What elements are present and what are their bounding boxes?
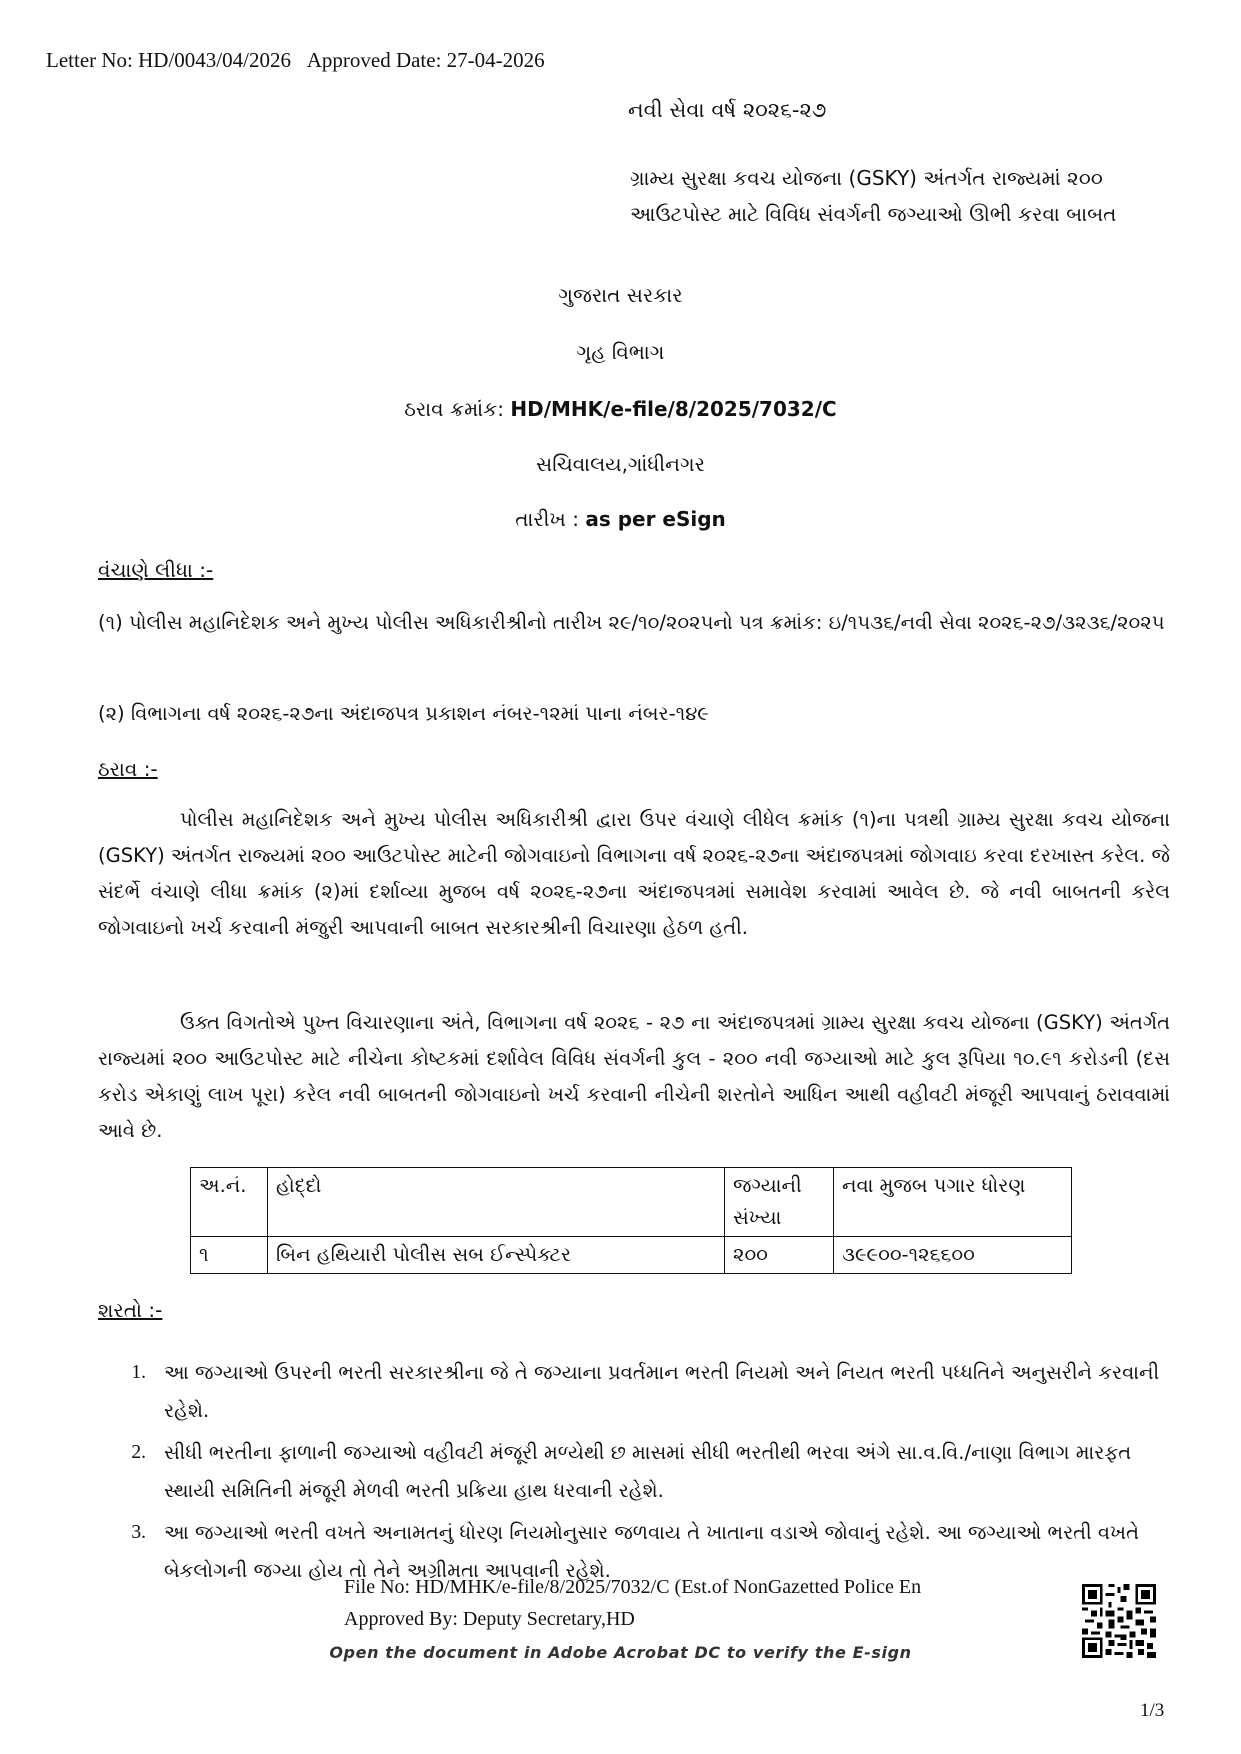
cell-pay: ૩૯૯૦૦-૧૨૬૬૦૦ <box>834 1237 1072 1274</box>
table-row <box>191 1237 1072 1274</box>
references-heading: વંચાણે લીધા :- <box>98 558 214 582</box>
conditions-heading: શરતો :- <box>98 1298 163 1322</box>
col-serial-header: અ.નં. <box>191 1168 268 1237</box>
letter-header <box>46 48 545 73</box>
esign-note: Open the document in Adobe Acrobat DC to verify the E-sign <box>329 1643 912 1662</box>
resolution-paragraph-2: ઉક્ત વિગતોએ પુખ્ત વિચારણાના અંતે, વિભાગના વર્ષ ૨૦૨૬ - ૨૭ ના અંદાજપત્રમાં ગ્રામ્ય સુરક્ષા કવચ યોજના (GSKY) અંતર્ગત રાજ્યમાં ૨૦૦ આઉટપોસ્ટ માટે નીચેના કોષ્ટકમાં દર્શાવેલ વિવિધ સંવર્ગની કુલ - ૨૦૦ નવી જગ્યાઓ માટે કુલ રૂપિયા ૧૦.૯૧ કરોડની (દસ કરોડ એકાણું લાખ પૂરા) કરેલ નવી બાબતની જોગવાઇનો ખર્ચ કરવાની નીચેની શરતોને આધિન આથી વહીવટી મંજૂરી આપવાનું ઠરાવવામાં આવે છે. <box>98 1011 1170 1142</box>
cell-count: ૨૦૦ <box>725 1237 834 1274</box>
col-pay-header: નવા મુજબ પગાર ધોરણ <box>834 1168 1072 1237</box>
department-name: ગૃહ વિભાગ <box>576 340 665 364</box>
resolution-label: ઠરાવ ક્રમાંક: <box>404 397 504 421</box>
footer-approved-by: Approved By: Deputy Secretary,HD <box>344 1608 635 1630</box>
reference-1: (૧) પોલીસ મહાનિદેશક અને મુખ્ય પોલીસ અધિકારીશ્રીનો તારીખ ૨૯/૧૦/૨૦૨૫નો પત્ર ક્રમાંક: ઇ/૧૫૩૬/નવી સેવા ૨૦૨૬-૨૭/૩૨૩૬/૨૦૨૫ <box>98 611 1165 634</box>
list-item <box>104 1434 1174 1510</box>
resolution-heading: ઠરાવ :- <box>98 757 158 781</box>
col-post-header: હોદ્દો <box>268 1168 725 1237</box>
subject-title: નવી સેવા વર્ષ ૨૦૨૬-૨૭ <box>628 98 827 122</box>
resolution-number: HD/MHK/e-file/8/2025/7032/C <box>510 397 837 421</box>
reference-2: (૨) વિભાગના વર્ષ ૨૦૨૬-૨૭ના અંદાજપત્ર પ્રકાશન નંબર-૧૨માં પાના નંબર-૧૪૯ <box>98 702 709 725</box>
resolution-number-line <box>0 397 1241 421</box>
condition-text: આ જગ્યાઓ ભરતી વખતે અનામતનું ધોરણ નિયમોનુસાર જળવાય તે ખાતાના વડાએ જોવાનું રહેશે. આ જગ્યાઓ ભરતી વખતે બેકલોગની જગ્યા હોય તો તેને અગ્રીમતા આપવાની રહેશે. <box>164 1521 1139 1582</box>
subject-text: ગ્રામ્ય સુરક્ષા કવચ યોજના (GSKY) અંતર્ગત રાજ્યમાં ૨૦૦ આઉટપોસ્ટ માટે વિવિધ સંવર્ગની જગ્યાઓ ઊભી કરવા બાબત <box>630 166 1117 226</box>
page-number: 1/3 <box>1140 1700 1165 1721</box>
approved-date: Approved Date: 27-04-2026 <box>306 48 545 72</box>
place: સચિવાલય,ગાંધીનગર <box>536 452 705 476</box>
list-item <box>104 1354 1174 1430</box>
posts-table <box>190 1167 1072 1274</box>
table-header-row <box>191 1168 1072 1237</box>
resolution-paragraph-1: પોલીસ મહાનિદેશક અને મુખ્ય પોલીસ અધિકારીશ્રી દ્વારા ઉપર વંચાણે લીધેલ ક્રમાંક (૧)ના પત્રથી ગ્રામ્ય સુરક્ષા કવચ યોજના (GSKY) અંતર્ગત રાજ્યમાં ૨૦૦ આઉટપોસ્ટ માટેની જોગવાઇનો વિભાગના વર્ષ ૨૦૨૬-૨૭ના અંદાજપત્રમાં જોગવાઇ કરવા દરખાસ્ત કરેલ. જે સંદર્ભે વંચાણે લીધા ક્રમાંક (૨)માં દર્શાવ્યા મુજબ વર્ષ ૨૦૨૬-૨૭ના અંદાજપત્રમાં સમાવેશ કરવામાં આવેલ છે. જે નવી બાબતની કરેલ જોગવાઇનો ખર્ચ કરવાની મંજુરી આપવાની બાબત સરકારશ્રીની વિચારણા હેઠળ હતી. <box>98 808 1170 939</box>
date-label: તારીખ : <box>515 507 579 531</box>
qr-code-icon <box>1082 1584 1156 1658</box>
condition-text: આ જગ્યાઓ ઉપરની ભરતી સરકારશ્રીના જે તે જગ્યાના પ્રવર્તમાન ભરતી નિયમો અને નિયત ભરતી પધ્ધતિને અનુસરીને કરવાની રહેશે. <box>164 1361 1160 1422</box>
cell-post: બિન હથિયારી પોલીસ સબ ઈન્સ્પેક્ટર <box>268 1237 725 1274</box>
footer-file-number: File No: HD/MHK/e-file/8/2025/7032/C (Est.of NonGazetted Police En <box>344 1576 922 1598</box>
cell-serial: ૧ <box>191 1237 268 1274</box>
government-name: ગુજરાત સરકાર <box>558 283 683 307</box>
condition-text: સીધી ભરતીના ફાળાની જગ્યાઓ વહીવટી મંજૂરી મળ્યેથી છ માસમાં સીધી ભરતીથી ભરવા અંગે સા.વ.વિ./નાણા વિભાગ મારફત સ્થાયી સમિતિની મંજૂરી મેળવી ભરતી પ્રક્રિયા હાથ ધરવાની રહેશે. <box>164 1441 1132 1502</box>
condition-number: 2. <box>131 1442 146 1463</box>
letter-number: Letter No: HD/0043/04/2026 <box>46 48 291 72</box>
condition-number: 3. <box>131 1522 146 1543</box>
condition-number: 1. <box>131 1362 146 1383</box>
col-count-header: જગ્યાની સંખ્યા <box>725 1168 834 1237</box>
conditions-list <box>104 1354 1174 1594</box>
date-value: as per eSign <box>585 507 726 531</box>
date-line <box>0 507 1241 531</box>
